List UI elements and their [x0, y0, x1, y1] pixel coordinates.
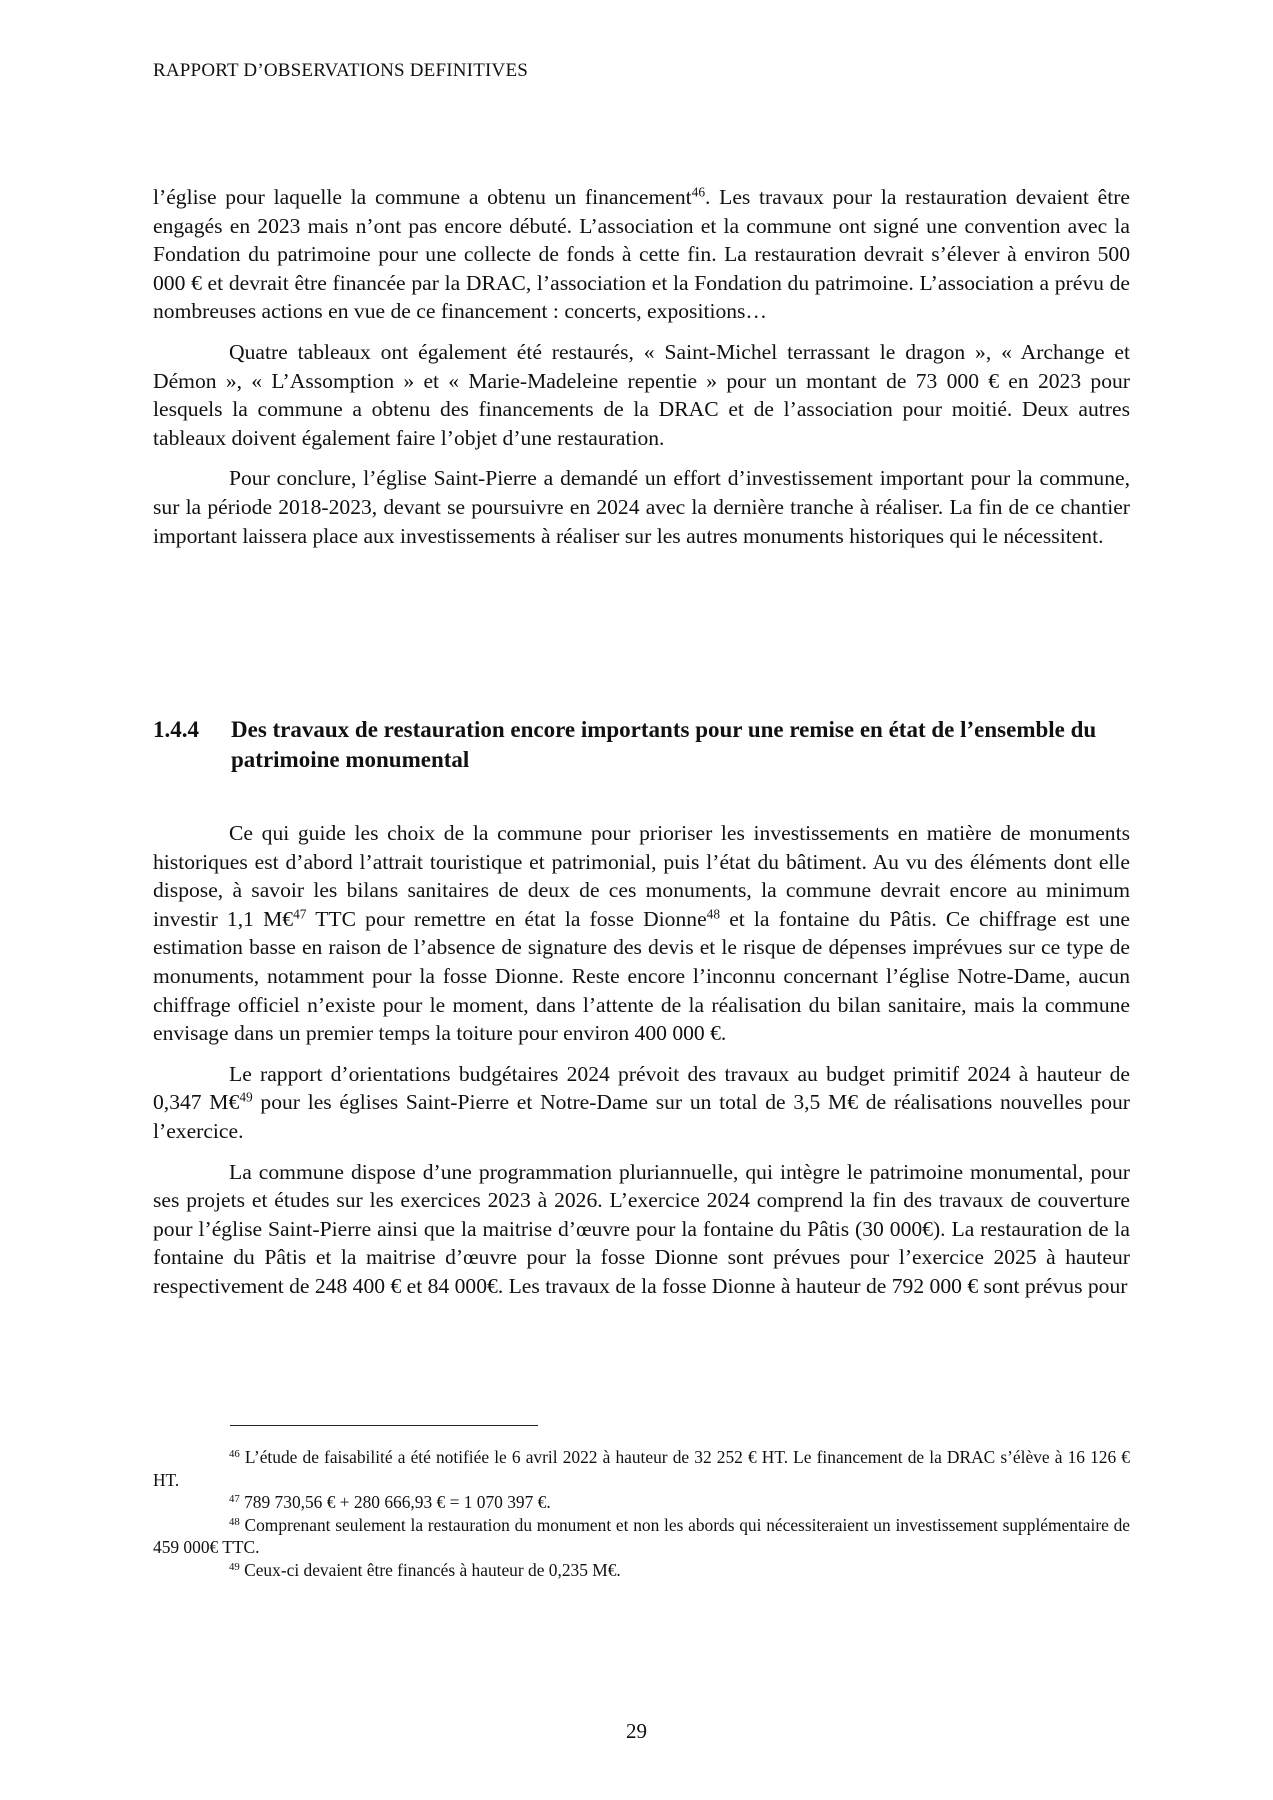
section-heading [153, 715, 1130, 775]
footnote [153, 1559, 1130, 1582]
paragraph-text: pour les églises Saint-Pierre et Notre-Dame sur un total de 3,5 M€ de réalisations nouvelles pour l’exercice. [153, 1090, 1131, 1143]
body-text-bottom [153, 819, 1130, 1313]
footnote-text: L’étude de faisabilité a été notifiée le 6 avril 2022 à hauteur de 32 252 € HT. Le financement de la DRAC s’élève à 16 126 € HT. [153, 1447, 1130, 1490]
section-number: 1.4.4 [153, 717, 199, 742]
paragraph: Quatre tableaux ont également été restaurés, « Saint-Michel terrassant le dragon », « Archange et Démon », « L’Assomption » et « Marie-Madeleine repentie » pour un montant de 73 000 € en 2023 pour lesquels la commune a obtenu des financements de la DRAC et de l’association pour moitié. Deux autres tableaux doivent également faire l’objet d’une restauration. [153, 339, 1130, 450]
footnote-ref[interactable]: 46 [691, 184, 706, 200]
paragraph: La commune dispose d’une programmation pluriannuelle, qui intègre le patrimoine monumental, pour ses projets et études sur les exercices 2023 à 2026. L’exercice 2024 comprend la fin des travaux de couverture pour l’église Saint-Pierre ainsi que la maitrise d’œuvre pour la fontaine du Pâtis (30 000€). La restauration de la fontaine du Pâtis et la maitrise d’œuvre pour la fosse Dionne sont prévues pour l’exercice 2025 à hauteur respectivement de 248 400 € et 84 000€. Les travaux de la fosse Dionne à hauteur de 792 000 € sont prévus pour [153, 1159, 1130, 1298]
footnote-text: Ceux-ci devaient être financés à hauteur de 0,235 M€. [239, 1559, 621, 1580]
footnote-number: 49 [229, 1561, 240, 1574]
paragraph [153, 1060, 1130, 1146]
paragraph-text: TTC pour remettre en état la fosse Dionne [306, 906, 707, 931]
footnotes [153, 1446, 1130, 1582]
footnote-separator [230, 1425, 538, 1426]
running-header: RAPPORT D’OBSERVATIONS DEFINITIVES [153, 60, 529, 81]
footnote [153, 1491, 1130, 1514]
paragraph-text: et la fontaine du Pâtis. Ce chiffrage est une estimation basse en raison de l’absence de signature des devis et le risque de dépenses imprévues sur ce type de monuments, notamment pour la fosse Dionne. Reste encore l’inconnu concernant l’église Notre-Dame, aucun chiffrage officiel n’existe pour le moment, dans l’attente de la réalisation du bilan sanitaire, mais la commune envisage dans un premier temps la toiture pour environ 400 000 €. [153, 906, 1131, 1046]
paragraph-text: Ce qui guide les choix de la commune pour prioriser les investissements en matière de monuments historiques est d’abord l’attrait touristique et patrimonial, puis l’état du bâtiment. Au vu des éléments dont elle dispose, à savoir les bilans sanitaires de deux de ces monuments, la commune devrait encore au minimum investir 1,1 M€ [153, 821, 1130, 931]
footnote-number: 46 [229, 1448, 240, 1461]
footnote-text: Comprenant seulement la restauration du monument et non les abords qui nécessiteraient un investissement supplémentaire de 459 000€ TTC. [153, 1514, 1130, 1558]
paragraph [153, 183, 1130, 326]
footnote [153, 1446, 1130, 1491]
footnote-number: 48 [229, 1515, 240, 1528]
paragraph-text: . Les travaux pour la restauration devaient être engagés en 2023 mais n’ont pas encore débuté. L’association et la commune ont signé une convention avec la Fondation du patrimoine pour une collecte de fonds à cette fin. La restauration devrait s’élever à environ 500 000 € et devrait être financée par la DRAC, l’association et la Fondation du patrimoine. L’association a prévu de nombreuses actions en vue de ce financement : concerts, expositions… [153, 185, 1130, 324]
paragraph: Pour conclure, l’église Saint-Pierre a demandé un effort d’investissement important pour la commune, sur la période 2018-2023, devant se poursuivre en 2024 avec la dernière tranche à réaliser. La fin de ce chantier important laissera place aux investissements à réaliser sur les autres monuments historiques qui le nécessitent. [153, 466, 1130, 548]
footnote-ref[interactable]: 47 [293, 906, 307, 922]
section-title: Des travaux de restauration encore importants pour une remise en état de l’ensemble du patrimoine monumental [231, 717, 1097, 772]
page-number: 29 [626, 1719, 647, 1743]
body-text-top [153, 183, 1130, 562]
footnote-ref[interactable]: 48 [706, 906, 721, 922]
footnote-text: 789 730,56 € + 280 666,93 € = 1 070 397 €. [239, 1492, 551, 1513]
footnote-ref[interactable]: 49 [239, 1089, 253, 1105]
paragraph-text: l’église pour laquelle la commune a obtenu un financement [153, 185, 692, 209]
footnote-number: 47 [229, 1493, 240, 1506]
paragraph [153, 819, 1130, 1048]
footnote [153, 1514, 1130, 1559]
paragraph-text: Le rapport d’orientations budgétaires 2024 prévoit des travaux au budget primitif 2024 à hauteur de 0,347 M€ [153, 1061, 1130, 1115]
